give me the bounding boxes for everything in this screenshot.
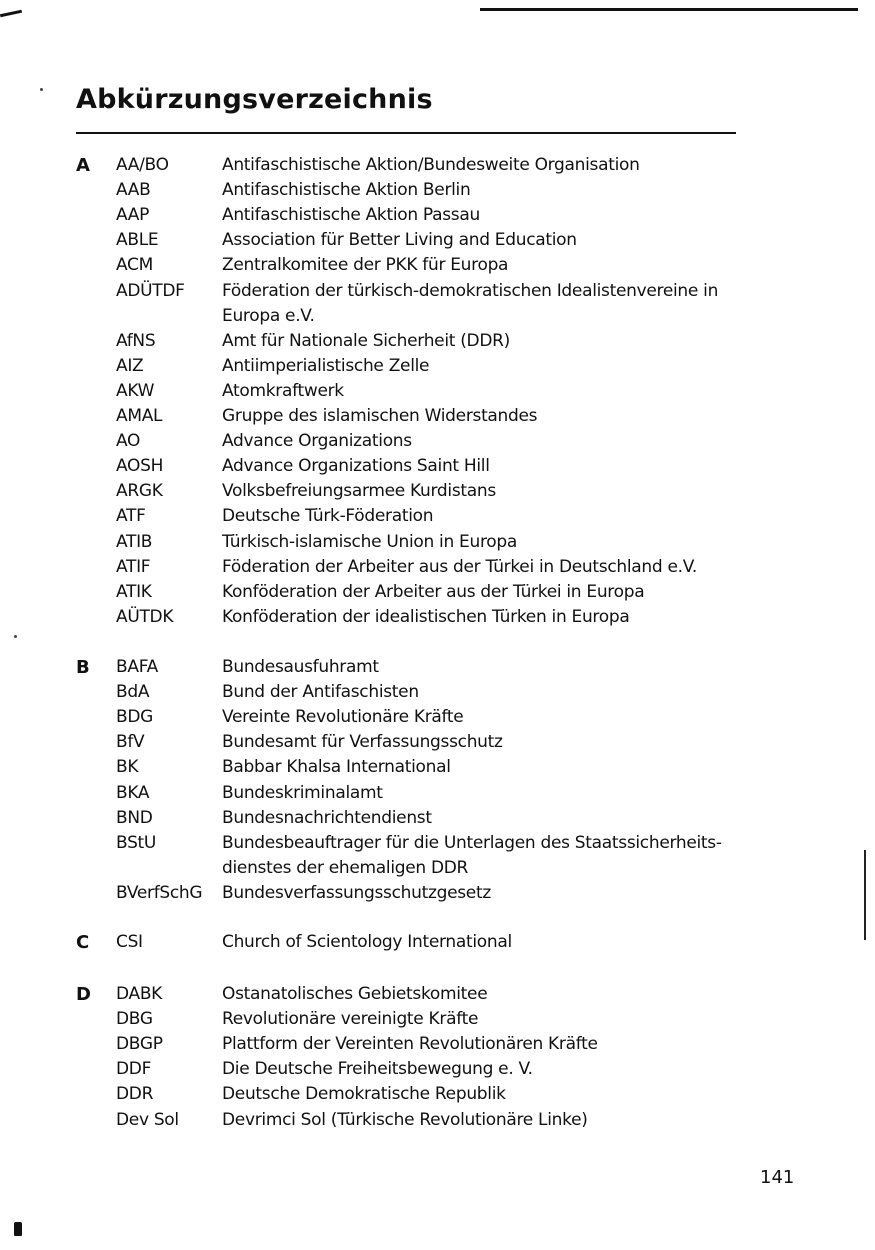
abbreviation: AAP	[116, 205, 150, 226]
abbreviation-meaning: Advance Organizations Saint Hill	[222, 456, 490, 477]
abbreviation-meaning: Türkisch-islamische Union in Europa	[222, 531, 518, 552]
abbreviation: BAFA	[116, 657, 158, 677]
abbreviation: ABLE	[116, 230, 159, 251]
abbreviation-meaning: Bundesausfuhramt	[222, 657, 379, 677]
abbreviation-meaning: Bundeskriminalamt	[222, 782, 383, 803]
abbreviation: BfV	[116, 732, 145, 753]
abbreviation-meaning: Plattform der Vereinten Revolutionären Kräfte	[222, 1034, 598, 1055]
abbreviation: BVerfSchG	[116, 882, 203, 903]
abbreviation: BdA	[116, 682, 150, 703]
abbreviation-meaning: Gruppe des islamischen Widerstandes	[222, 406, 538, 426]
section-letter: D	[76, 984, 91, 1005]
scan-speck	[14, 635, 17, 638]
abbreviation-meaning: Föderation der türkisch-demokratischen Idealistenvereine in Europa e.V.	[222, 280, 719, 326]
abbreviation: ATIF	[116, 556, 151, 577]
abbreviation-meaning: Atomkraftwerk	[222, 380, 344, 401]
abbreviation-meaning: Volksbefreiungsarmee Kurdistans	[222, 481, 496, 502]
abbreviation: DDF	[116, 1059, 152, 1080]
abbreviation: AOSH	[116, 456, 164, 477]
abbreviation: AAB	[116, 180, 151, 201]
abbreviation: ACM	[116, 255, 153, 276]
abbreviation: BKA	[116, 782, 150, 803]
abbreviation-meaning: Antiimperialistische Zelle	[222, 355, 430, 376]
abbreviation-meaning: Antifaschistische Aktion Berlin	[222, 180, 471, 201]
abbreviation: BStU	[116, 832, 157, 853]
abbreviation: AKW	[116, 380, 155, 401]
abbreviation-meaning: Föderation der Arbeiter aus der Türkei in Deutschland e.V.	[222, 556, 697, 577]
abbreviation: BND	[116, 807, 153, 828]
section-letter: A	[76, 155, 90, 176]
abbreviation-meaning: Amt für Nationale Sicherheit (DDR)	[222, 330, 510, 351]
abbreviation-meaning: Bundesnachrichtendienst	[222, 807, 432, 828]
abbreviation: DDR	[116, 1084, 154, 1105]
page-title: Abkürzungsverzeichnis	[76, 84, 433, 115]
abbreviation-meaning: Church of Scientology International	[222, 932, 512, 952]
abbreviation: AfNS	[116, 330, 156, 351]
abbreviation-meaning: Die Deutsche Freiheitsbewegung e. V.	[222, 1059, 533, 1080]
abbreviation-meaning: Bundesbeauftrager für die Unterlagen des Staatssicherheits-dienstes der ehemaligen DDR	[222, 832, 722, 878]
abbreviation-meaning: Revolutionäre vereinigte Kräfte	[222, 1009, 479, 1030]
abbreviation: BDG	[116, 707, 154, 728]
abbreviation: AÜTDK	[116, 606, 174, 627]
abbreviation: ATF	[116, 506, 146, 527]
abbreviation: CSI	[116, 932, 143, 952]
abbreviation-meaning: Antifaschistische Aktion/Bundesweite Organisation	[222, 155, 640, 175]
abbreviation: ATIB	[116, 531, 153, 552]
abbreviation-meaning: Bund der Antifaschisten	[222, 682, 419, 703]
page-number: 141	[760, 1167, 795, 1188]
abbreviation: ADÜTDF	[116, 280, 185, 301]
margin-rule	[864, 850, 866, 940]
abbreviation: AO	[116, 431, 141, 452]
abbreviation-meaning: Deutsche Demokratische Republik	[222, 1084, 506, 1105]
abbreviation-meaning: Konföderation der idealistischen Türken in Europa	[222, 606, 630, 627]
abbreviation: DBGP	[116, 1034, 163, 1055]
abbreviation-meaning: Zentralkomitee der PKK für Europa	[222, 255, 509, 276]
abbreviation: DBG	[116, 1009, 153, 1030]
scan-speck	[40, 88, 43, 91]
abbreviation: ATIK	[116, 581, 152, 602]
scan-blot	[14, 1222, 22, 1236]
abbreviation-meaning: Advance Organizations	[222, 431, 412, 452]
abbreviation-meaning: Konföderation der Arbeiter aus der Türkei in Europa	[222, 581, 645, 602]
abbreviation-meaning: Ostanatolisches Gebietskomitee	[222, 984, 488, 1004]
abbreviation-meaning: Babbar Khalsa International	[222, 757, 451, 778]
abbreviation: AA/BO	[116, 155, 169, 175]
abbreviation: BK	[116, 757, 139, 778]
section-letter: C	[76, 932, 90, 953]
abbreviation-meaning: Bundesamt für Verfassungsschutz	[222, 732, 503, 753]
abbreviation: ARGK	[116, 481, 163, 502]
abbreviation-meaning: Devrimci Sol (Türkische Revolutionäre Linke)	[222, 1109, 588, 1130]
abbreviation: AMAL	[116, 406, 163, 426]
abbreviation-meaning: Vereinte Revolutionäre Kräfte	[222, 707, 464, 728]
abbreviation-meaning: Antifaschistische Aktion Passau	[222, 205, 480, 226]
abbreviation: Dev Sol	[116, 1109, 179, 1130]
abbreviation-meaning: Association für Better Living and Education	[222, 230, 577, 251]
abbreviation-meaning: Deutsche Türk-Föderation	[222, 506, 434, 527]
abbreviation-meaning: Bundesverfassungsschutzgesetz	[222, 882, 491, 903]
abbreviation: DABK	[116, 984, 163, 1004]
section-letter: B	[76, 657, 90, 678]
abbreviation: AIZ	[116, 355, 144, 376]
